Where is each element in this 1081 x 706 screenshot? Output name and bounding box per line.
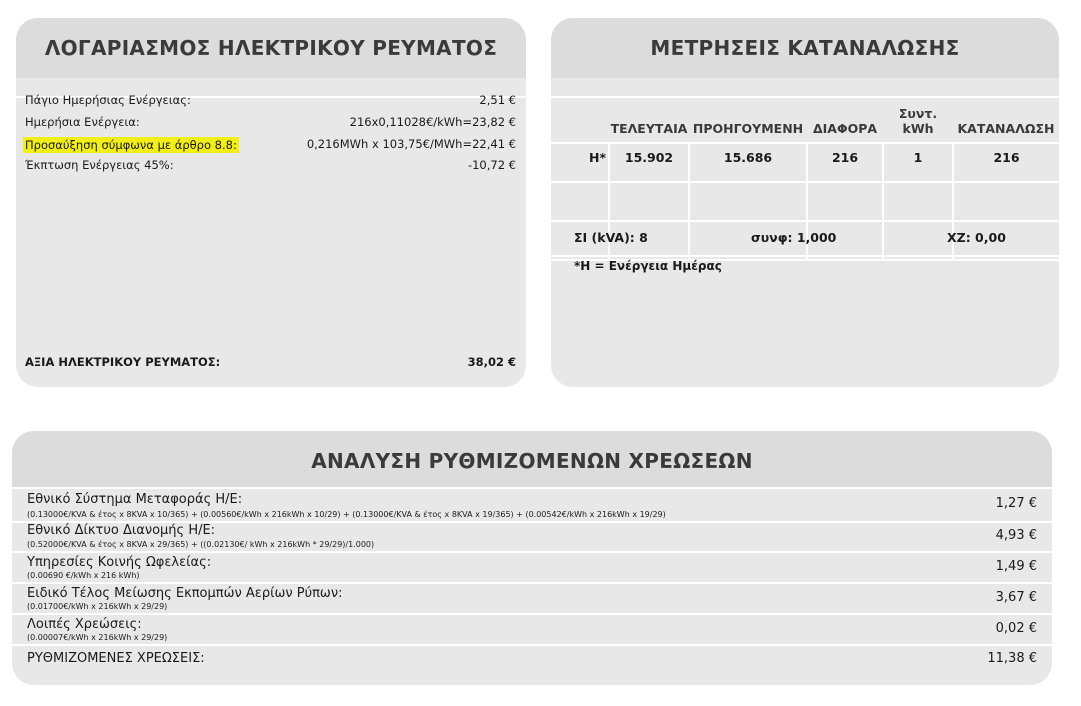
charges-total-value: 11,38 € (987, 651, 1037, 666)
charges-panel-header (12, 431, 1052, 487)
meter-col-header: ΠΡΟΗΓΟΥΜΕΝΗ (692, 121, 804, 136)
meter-cell (551, 182, 609, 221)
meter-cell: 216 (807, 143, 883, 182)
charge-formula: (0.13000€/KVA & έτος x 8KVA x 10/365) + (0.00560€/kWh x 216kWh x 10/29) + (0.13000€/KVA & έτος x 8KVA x 19/365) + (0.00542€/kWh x 216kWh x 19/29) (27, 510, 666, 519)
meter-col-header: ΤΕΛΕΥΤΑΙΑ (610, 121, 688, 136)
meter-col-header: ΚΑΤΑΝΑΛΩΣΗ (957, 121, 1055, 136)
meter-note: *Η = Ενέργεια Ημέρας (574, 259, 722, 273)
charge-value: 1,27 € (995, 496, 1037, 511)
energy-total-value: 38,02 € (467, 355, 516, 369)
meter-col-header (551, 98, 609, 143)
charge-formula: (0.00690 €/kWh x 216 kWh) (27, 571, 140, 580)
energy-row-value: -10,72 € (467, 158, 516, 172)
meter-panel (551, 18, 1059, 387)
meter-cell: 15.686 (689, 143, 807, 182)
meter-cell: 15.902 (609, 143, 689, 182)
charge-formula: (0.01700€/kWh x 216kWh x 29/29) (27, 602, 168, 611)
charge-label: Εθνικό Σύστημα Μεταφοράς Η/Ε: (27, 492, 243, 507)
meter-cell (689, 182, 807, 221)
charge-row-other (12, 615, 1052, 646)
charge-row-transmission (12, 487, 1052, 523)
xz-value: ΧΖ: 0,00 (947, 230, 1006, 245)
meter-col-header: Συντ. kWh (898, 106, 938, 136)
meter-panel-header (551, 18, 1059, 78)
meter-cell: 216 (953, 143, 1059, 182)
energy-row-label: Πάγιο Ημερήσιας Ενέργειας: (25, 93, 191, 107)
charges-panel (12, 431, 1052, 685)
energy-row-value: 2,51 € (479, 93, 516, 107)
charge-value: 4,93 € (995, 528, 1037, 543)
table-row (551, 182, 1059, 221)
energy-row-value: 0,216MWh x 103,75€/MWh=22,41 € (306, 137, 516, 151)
meter-cell (807, 182, 883, 221)
energy-panel (16, 18, 526, 387)
meter-cell: Η* (551, 143, 609, 182)
meter-col-header: ΔΙΑΦΟΡΑ (812, 121, 878, 136)
charge-row-public-service (12, 553, 1052, 584)
energy-row-label: Ημερήσια Ενέργεια: (25, 115, 140, 129)
energy-row-label-highlighted: Προσαύξηση σύμφωνα με άρθρο 8.8: (25, 138, 237, 152)
charge-label: Υπηρεσίες Κοινής Ωφελείας: (27, 555, 212, 570)
charge-value: 0,02 € (995, 621, 1037, 636)
energy-total-label: ΑΞΙΑ ΗΛΕΚΤΡΙΚΟΥ ΡΕΥΜΑΤΟΣ: (25, 355, 221, 369)
si-value: ΣΙ (kVA): 8 (574, 230, 648, 245)
table-row (551, 143, 1059, 182)
meter-panel-title: ΜΕΤΡΗΣΕΙΣ ΚΑΤΑΝΑΛΩΣΗΣ (650, 36, 960, 60)
meter-cell (609, 182, 689, 221)
energy-panel-title: ΛΟΓΑΡΙΑΣΜΟΣ ΗΛΕΚΤΡΙΚΟΥ ΡΕΥΜΑΤΟΣ (44, 36, 498, 60)
charges-total-label: ΡΥΘΜΙΖΟΜΕΝΕΣ ΧΡΕΩΣΕΙΣ: (27, 651, 205, 666)
meter-summary-row (551, 219, 1059, 257)
energy-row-label: Έκπτωση Ενέργειας 45%: (25, 158, 174, 172)
charges-panel-title: ΑΝΑΛΥΣΗ ΡΥΘΜΙΖΟΜΕΝΩΝ ΧΡΕΩΣΕΩΝ (311, 449, 753, 473)
charge-label: Εθνικό Δίκτυο Διανομής Η/Ε: (27, 523, 216, 538)
charge-formula: (0.00007€/kWh x 216kWh x 29/29) (27, 633, 168, 642)
charges-total-row (12, 646, 1052, 672)
energy-row-value: 216x0,11028€/kWh=23,82 € (349, 115, 516, 129)
charge-label: Ειδικό Τέλος Μείωσης Εκπομπών Αερίων Ρύπων: (27, 586, 343, 601)
meter-cell (883, 182, 953, 221)
charge-value: 3,67 € (995, 590, 1037, 605)
charge-row-emissions (12, 584, 1052, 615)
energy-panel-header (16, 18, 526, 78)
charge-value: 1,49 € (995, 559, 1037, 574)
meter-table-header (551, 98, 1059, 143)
charge-label: Λοιπές Χρεώσεις: (27, 617, 142, 632)
cosphi-value: συνφ: 1,000 (751, 230, 837, 245)
meter-cell (953, 182, 1059, 221)
charge-formula: (0.52000€/KVA & έτος x 8KVA x 29/365) + ((0.02130€/ kWh x 216kWh * 29/29)/1.000) (27, 540, 375, 549)
charge-row-distribution (12, 521, 1052, 553)
meter-cell: 1 (883, 143, 953, 182)
